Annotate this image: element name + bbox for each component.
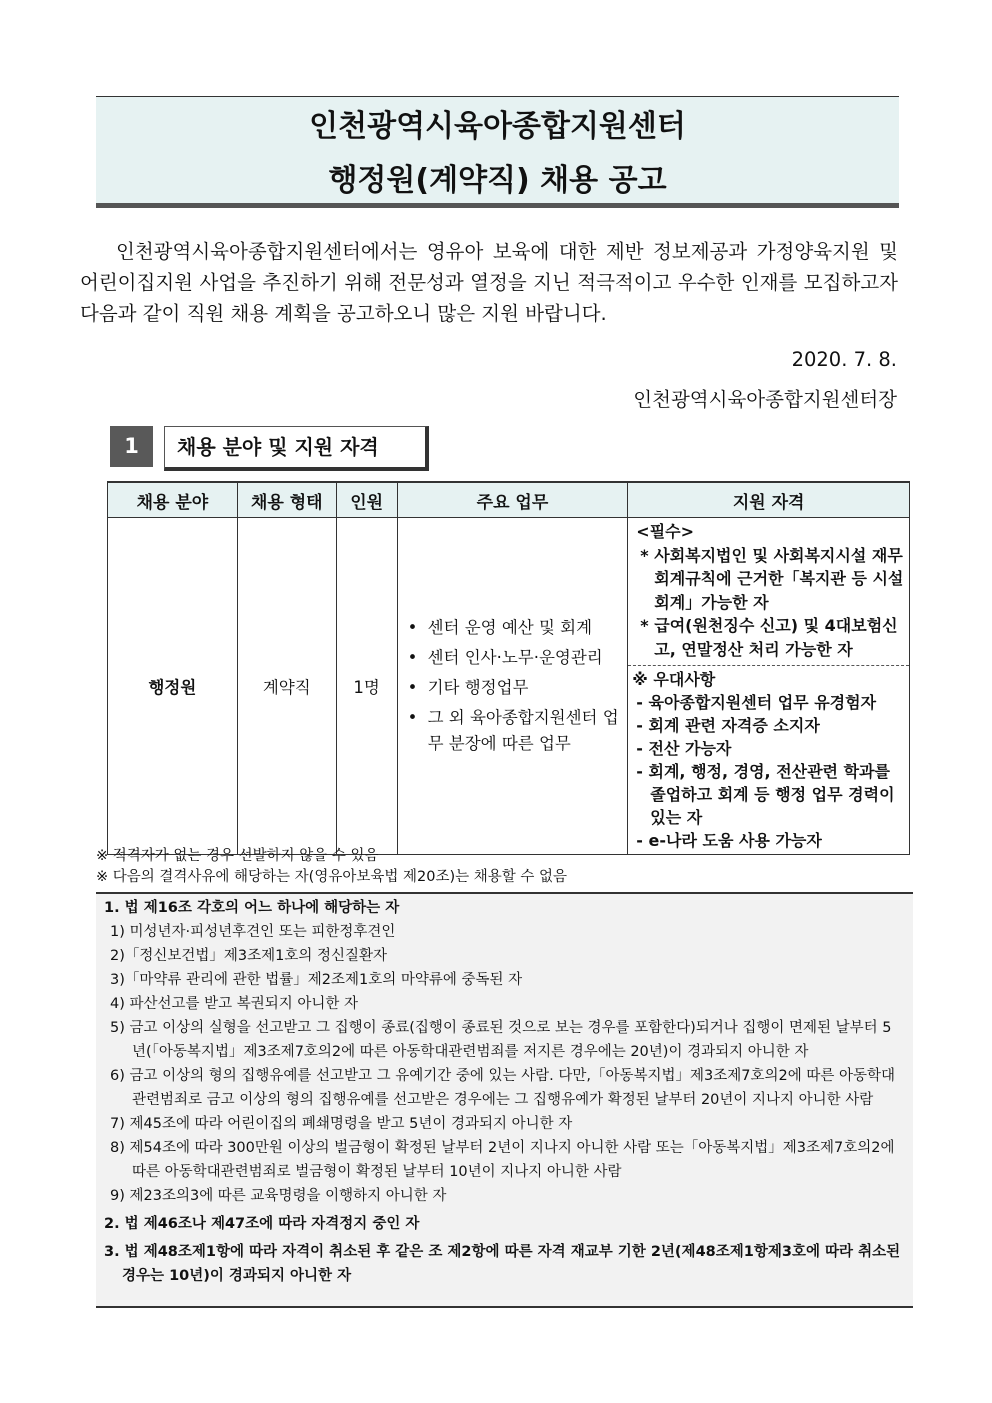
preferred-block [628, 666, 909, 854]
required-block [628, 518, 909, 666]
title-box [96, 96, 899, 208]
disq-item: 8) 제54조에 따라 300만원 이상의 벌금형이 확정된 날부터 2년이 지나지 아니한 사람 또는「아동복지법」제3조제7호의2에 따른 아동학대관련범죄로 벌금형이 확정된 날부터 10년이 지나지 아니한 사람 [110, 1140, 895, 1180]
disq-heading-1: 1. 법 제16조 각호의 어느 하나에 해당하는 자 [104, 900, 400, 916]
header-type: 채용 형태 [237, 482, 336, 518]
title-line2: 행정원(계약직) 채용 공고 [328, 163, 667, 198]
disq-item: 1) 미성년자·피성년후견인 또는 피한정후견인 [110, 924, 396, 940]
disq-item: 3)「마약류 관리에 관한 법률」제2조제1호의 마약류에 중독된 자 [110, 972, 523, 988]
preferred-item: - 육아종합지원센터 업무 유경험자 [636, 693, 877, 712]
header-field: 채용 분야 [108, 482, 238, 518]
preferred-item: - 회계, 행정, 경영, 전산관련 학과를 졸업하고 회계 등 행정 업무 경력이 있는 자 [636, 762, 895, 827]
note-item: ※ 다음의 결격사유에 해당하는 자(영유아보육법 제20조)는 채용할 수 없음 [96, 869, 567, 885]
required-title: <필수> [636, 522, 695, 541]
note-item: ※ 적격자가 없는 경우 선발하지 않을 수 있음 [96, 848, 379, 864]
cell-qualifications [628, 518, 910, 855]
disq-item: 7) 제45조에 따라 어린이집의 폐쇄명령을 받고 5년이 경과되지 아니한 자 [110, 1116, 573, 1132]
cell-duties [397, 518, 628, 855]
announce-date: 2020. 7. 8. [791, 348, 897, 371]
intro-paragraph: 인천광역시육아종합지원센터에서는 영유아 보육에 대한 제반 정보제공과 가정양육지원 및 어린이집지원 사업을 추진하기 위해 전문성과 열정을 지닌 적극적이고 우수한 인재를 모집하고자 다음과 같이 직원 채용 계획을 공고하오니 많은 지원 바랍니다. [80, 240, 898, 325]
disq-heading-3: 3. 법 제48조제1항에 따라 자격이 취소된 후 같은 조 제2항에 따른 자격 재교부 기한 2년(제48조제1항제3호에 따라 취소된 경우는 10년)이 경과되지 아니한 자 [104, 1244, 901, 1284]
header-duties: 주요 업무 [397, 482, 628, 518]
preferred-title: ※ 우대사항 [632, 670, 716, 689]
preferred-item: - 전산 가능자 [636, 739, 732, 758]
header-qualifications: 지원 자격 [628, 482, 910, 518]
recruit-table [107, 481, 910, 855]
required-item: * 급여(원천징수 신고) 및 4대보험신고, 연말정산 처리 가능한 자 [640, 616, 898, 659]
section-number: 1 [110, 426, 153, 467]
disq-item: 5) 금고 이상의 실형을 선고받고 그 집행이 종료(집행이 종료된 것으로 보는 경우를 포함한다)되거나 집행이 면제된 날부터 5년(「아동복지법」제3조제7호의2에 따른 아동학대관련범죄를 저지른 경우에는 20년)이 경과되지 아니한 자 [110, 1020, 892, 1060]
disq-item: 6) 금고 이상의 형의 집행유예를 선고받고 그 유예기간 중에 있는 사람. 다만,「아동복지법」제3조제7호의2에 따른 아동학대관련범죄로 금고 이상의 형의 집행유예를 선고받은 경우에는 그 집행유예가 확정된 날부터 20년이 지나지 아니한 사람 [110, 1068, 896, 1108]
disqualification-box [96, 892, 913, 1308]
preferred-item: - e-나라 도움 사용 가능자 [636, 831, 822, 850]
notes [96, 846, 567, 888]
header-count: 인원 [336, 482, 397, 518]
duty-item: • 그 외 육아종합지원센터 업무 분장에 따른 업무 [407, 708, 619, 753]
duty-item: • 기타 행정업무 [407, 678, 529, 697]
preferred-item: - 회계 관련 자격증 소지자 [636, 716, 820, 735]
disq-item: 9) 제23조의3에 따른 교육명령을 이행하지 아니한 자 [110, 1188, 447, 1204]
cell-type: 계약직 [237, 518, 336, 855]
section-title: 채용 분야 및 지원 자격 [164, 426, 429, 471]
disq-heading-2: 2. 법 제46조나 제47조에 따라 자격정지 중인 자 [104, 1216, 420, 1232]
disq-item: 2)「정신보건법」제3조제1호의 정신질환자 [110, 948, 388, 964]
disq-item: 4) 파산선고를 받고 복권되지 아니한 자 [110, 996, 359, 1012]
duty-item: • 센터 운영 예산 및 회계 [407, 618, 593, 637]
required-item: * 사회복지법인 및 사회복지시설 재무회계규칙에 근거한「복지관 등 시설회계」가능한 자 [640, 545, 904, 612]
announce-org: 인천광역시육아종합지원센터장 [633, 388, 897, 411]
title-line1: 인천광역시육아종합지원센터 [309, 109, 686, 144]
duty-item: • 센터 인사·노무·운영관리 [407, 648, 603, 667]
cell-field: 행정원 [108, 518, 238, 855]
cell-count: 1명 [336, 518, 397, 855]
